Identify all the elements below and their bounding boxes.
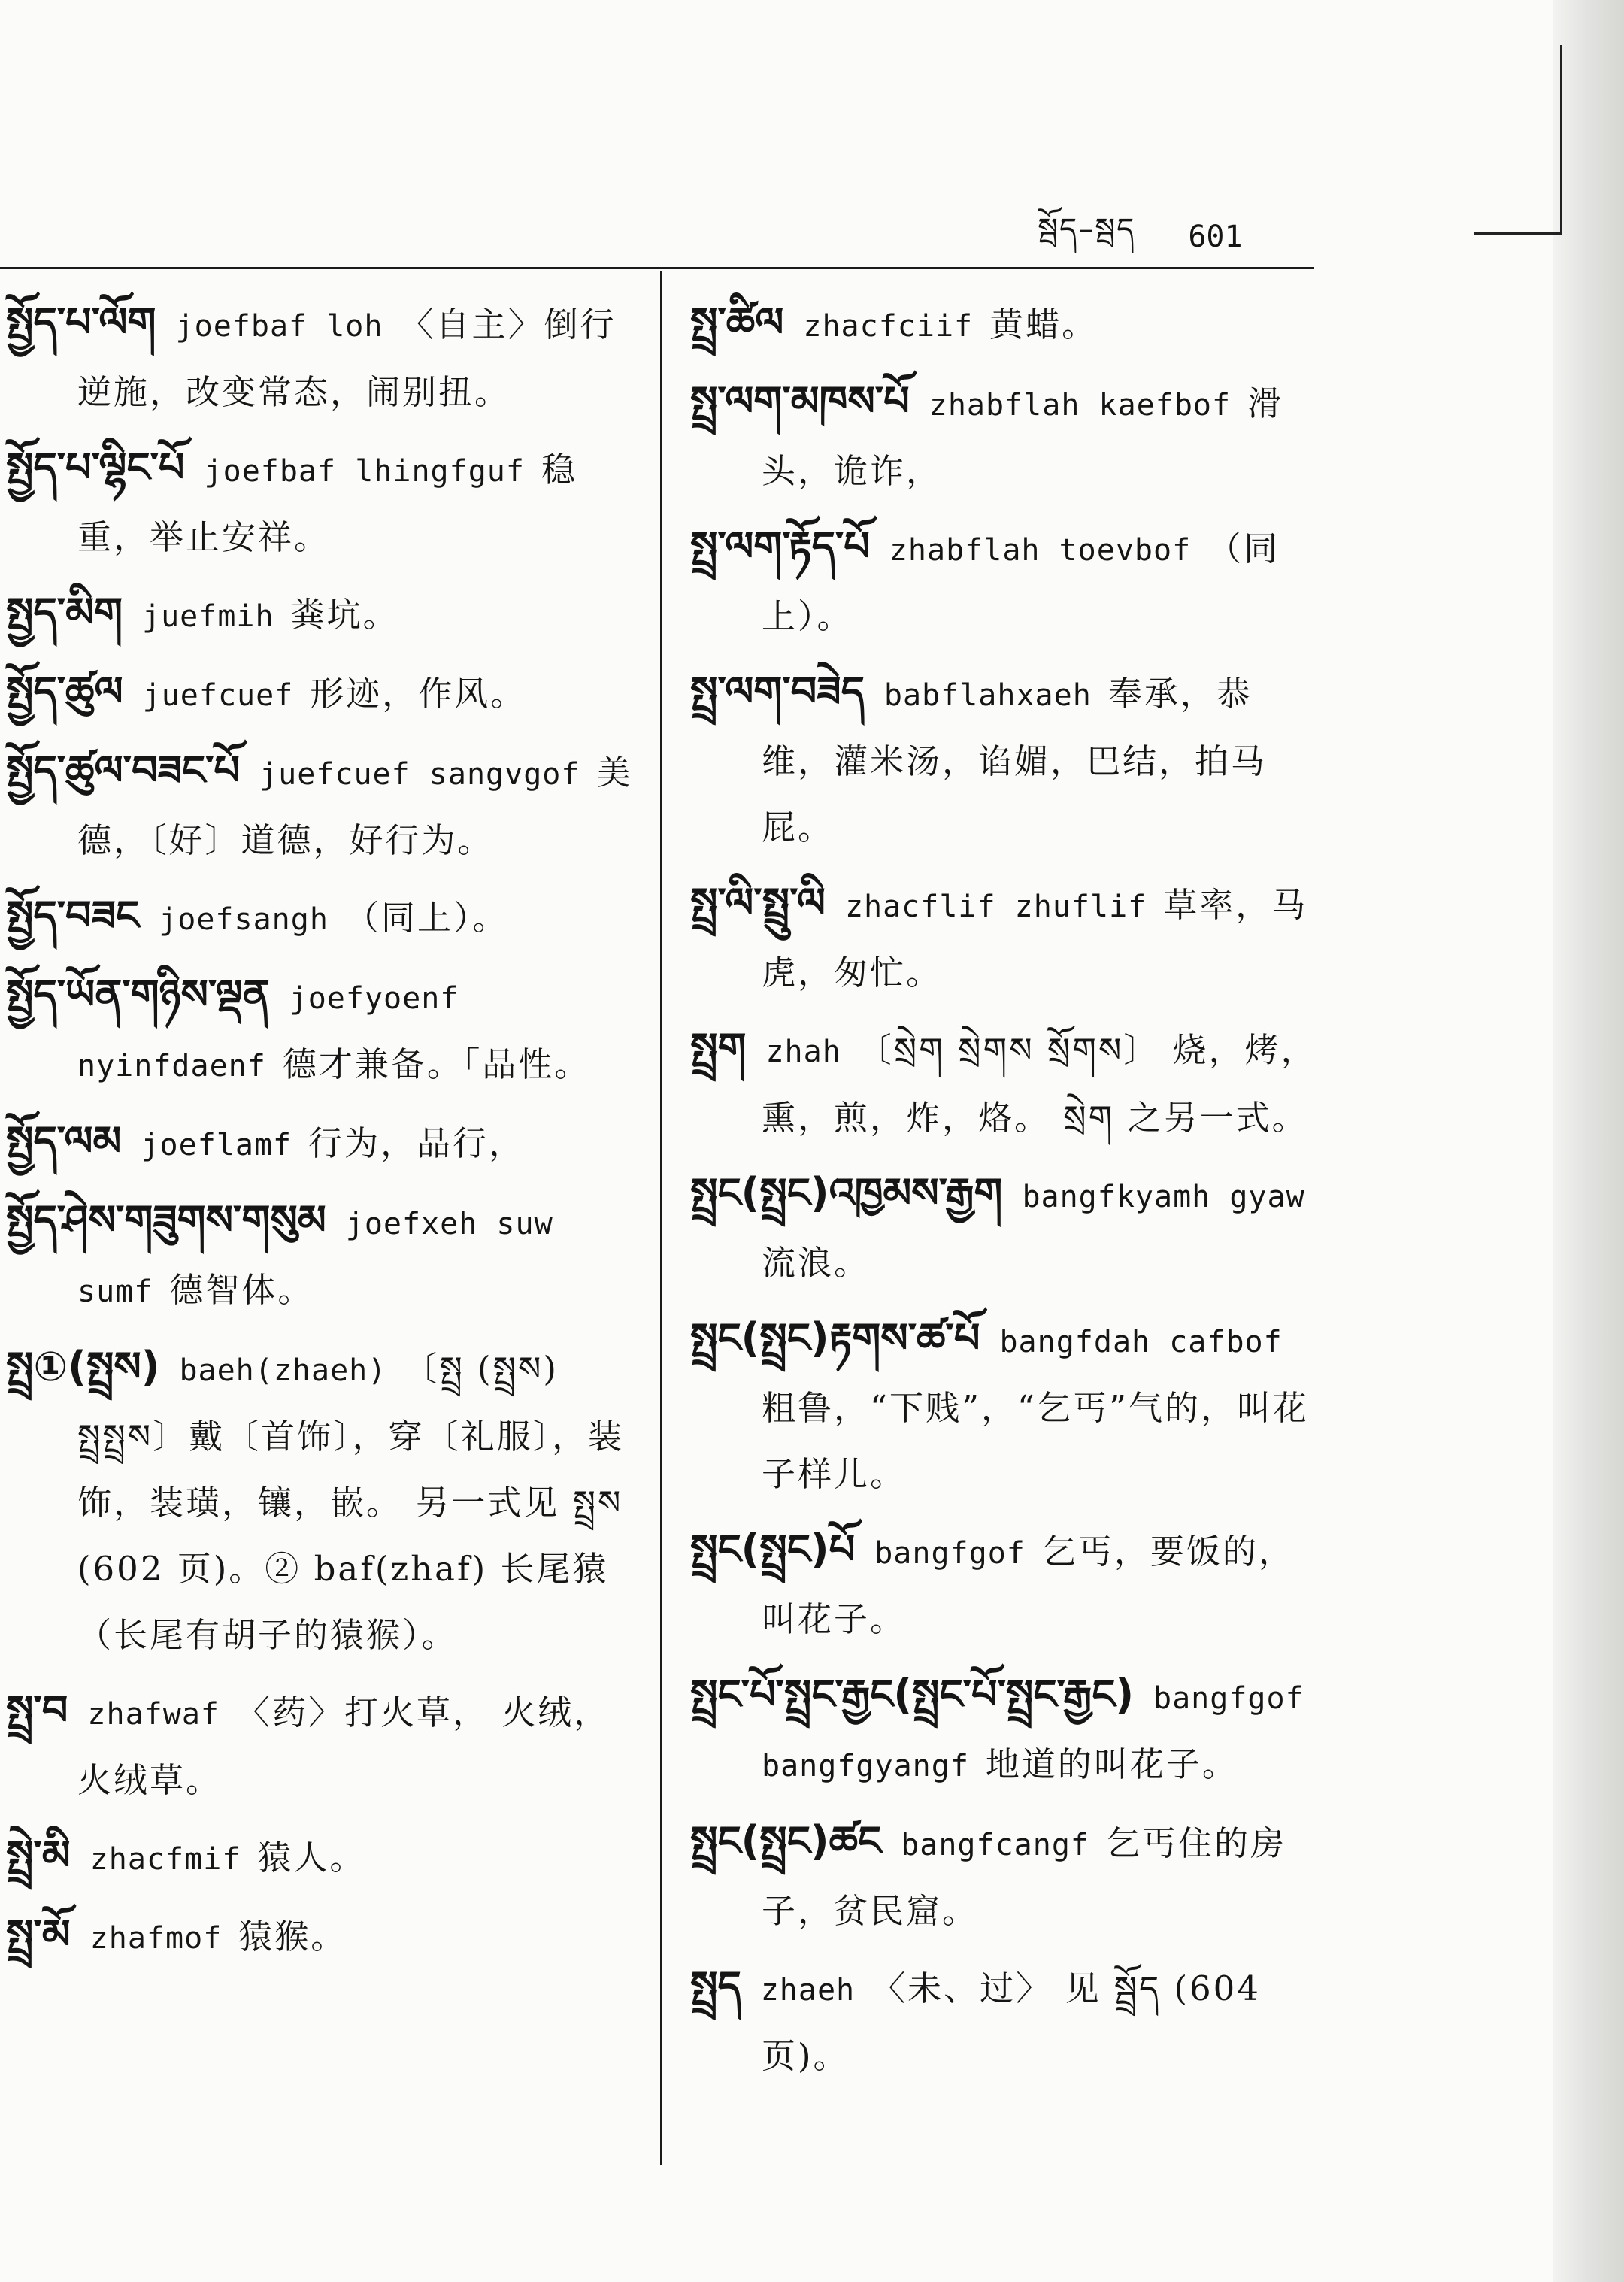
romanization: joefyoenf nyinfdaenf (77, 981, 459, 1083)
definition: 美德，〔好〕道德，好行为。 (77, 753, 633, 860)
headword-tibetan: སྤྱད་མིག (6, 589, 123, 636)
dictionary-entry (690, 1517, 1322, 1653)
headword-tibetan: སྤྲག (690, 1024, 747, 1071)
definition: 奉承，恭维，灌米汤，谄媚，巴结，拍马屁。 (762, 674, 1268, 847)
definition: 德智体。 (169, 1270, 314, 1310)
dictionary-entry (6, 1334, 638, 1668)
left-column (6, 289, 638, 1980)
dictionary-entry (690, 659, 1322, 861)
dictionary-entry (690, 514, 1322, 650)
page-number: 601 (1188, 220, 1243, 254)
headword-tibetan: སྤྲ་ལི་སྤྲུ་ལི (690, 879, 826, 926)
dictionary-entry (690, 368, 1322, 505)
definition: 行为，品行， (308, 1123, 526, 1163)
romanization: zhaeh (760, 1973, 856, 2008)
page-edge-tick (1474, 232, 1562, 235)
dictionary-entry (6, 1823, 638, 1893)
romanization: zhah (765, 1035, 841, 1069)
headword-tibetan: སྤྱོད་པ་ལྷིང་པོ (6, 444, 185, 491)
headword-tibetan: སྤྲ་ལག་བཟེད (690, 668, 865, 715)
definition: 德才兼备。「品性。 (282, 1044, 591, 1084)
headword-tibetan: སྤྱོད་ཤེས་གཟུགས་གསུམ (6, 1196, 326, 1244)
dictionary-entry (690, 1305, 1322, 1508)
definition: 猿人。 (257, 1838, 366, 1877)
headword-tibetan: སྤྲང(སྤྲང)པོ (690, 1526, 856, 1573)
headword-tibetan: སྤྱོད་པ་ལོག (6, 299, 156, 346)
dictionary-entry (6, 1187, 638, 1325)
dictionary-entry (6, 659, 638, 729)
romanization: zhacfciif (803, 309, 974, 344)
romanization: juefmih (141, 599, 274, 634)
romanization: joeflamf (141, 1128, 292, 1162)
dictionary-entry (6, 1677, 638, 1814)
definition: 〈自主〉倒行逆施，改变常态，闹别扭。 (77, 305, 617, 412)
romanization: bangfcangf (901, 1828, 1090, 1862)
running-head-range: སྦོད–སྦད (1038, 211, 1136, 247)
dictionary-entry (6, 580, 638, 650)
romanization: juefcuef sangvgof (259, 757, 580, 792)
headword-tibetan: སྤྲ་མོ (6, 1911, 71, 1958)
romanization: joefbaf loh (175, 309, 383, 344)
headword-tibetan: སྤྲང(སྤྲང)ཚང (690, 1817, 882, 1865)
dictionary-entry (690, 1808, 1322, 1944)
definition: 粗鲁，“下贱”，“乞丐”气的，叫花子样儿。 (762, 1388, 1310, 1494)
romanization: zhafmof (89, 1921, 223, 1956)
headword-tibetan: སྤྱོད་ལམ (6, 1117, 122, 1165)
definition: 滑头，诡诈， (762, 383, 1284, 491)
definition: 〈药〉打火草， 火绒，火绒草。 (77, 1693, 611, 1800)
definition: （同上）。 (344, 898, 509, 938)
definition: 乞丐住的房子，贫民窟。 (762, 1823, 1287, 1931)
romanization: joefxeh suw sumf (77, 1207, 553, 1309)
romanization: bangfgof bangfgyangf (762, 1681, 1304, 1783)
page-edge-shadow (1553, 0, 1624, 2282)
headword-tibetan: སྤྲང(སྤྲང)འཁྱམས་རྒྱག (690, 1169, 1003, 1217)
header-rule (0, 267, 1314, 269)
romanization: baeh(zhaeh) (179, 1353, 387, 1388)
definition: 〈未、过〉 见 སྦྲོད (604页)。 (762, 1968, 1261, 2076)
dictionary-entry (6, 962, 638, 1099)
definition: 黄蜡。 (989, 305, 1098, 344)
headword-tibetan: སྤྱོད་ཚུལ (6, 668, 123, 715)
definition: 地道的叫花子。 (985, 1744, 1238, 1784)
headword-tibetan: སྤྱོད་ཡོན་གཉིས་ལྡན (6, 971, 270, 1018)
dictionary-entry (6, 1902, 638, 1971)
dictionary-entry (6, 1108, 638, 1178)
page-edge-line (1560, 45, 1562, 233)
definition: 〔སྤྲ (སྤྲས) སྤྲསྤྲས〕戴〔首饰〕，穿〔礼服〕，装饰，装璜，镶，嵌。 另一式见 སྤྲས (602 页)。② baf(zhaf) 长尾猿（长尾有胡子的猿猴）。 (77, 1349, 625, 1655)
romanization: bangfgof (874, 1536, 1026, 1571)
dictionary-entry (690, 289, 1322, 359)
definition: 粪坑。 (290, 595, 399, 635)
dictionary-entry (6, 289, 638, 426)
definition: 猿猴。 (238, 1917, 347, 1956)
headword-tibetan: སྤྲ་ལག་རྟོད་པོ (690, 523, 870, 570)
romanization: zhabflah toevbof (889, 533, 1192, 568)
dictionary-entry (6, 435, 638, 571)
right-column (690, 289, 1322, 2099)
romanization: zhacfmif (89, 1842, 241, 1877)
romanization: zhacflif zhuflif (844, 889, 1147, 924)
column-divider (660, 271, 662, 2165)
headword-tibetan: སྤྲ་བ (6, 1686, 68, 1734)
definition: 形迹，作风。 (310, 674, 527, 714)
romanization: bangfdah cafbof (999, 1325, 1283, 1359)
romanization: joefbaf lhingfguf (204, 454, 525, 489)
definition: 草率，马虎，匆忙。 (762, 885, 1308, 993)
headword-tibetan: སྤྲང(སྤྲང)རྟགས་ཚ་པོ (690, 1314, 980, 1362)
romanization: babflahxaeh (883, 678, 1092, 713)
headword-tibetan: སྤྱོད་ཚུལ་བཟང་པོ (6, 747, 241, 794)
headword-tibetan: སྤྲང་པོ་སྤྲང་རྒྱང(སྤྲང་པོ་སྤྲང་རྒྱང) (690, 1671, 1135, 1718)
dictionary-entry (6, 883, 638, 953)
dictionary-entry (690, 870, 1322, 1006)
headword-tibetan: སྤྱོད་བཟང (6, 892, 140, 939)
definition: 乞丐，要饭的，叫花子。 (762, 1532, 1295, 1639)
definition: 〔སྲེག སྲེགས སྲོགས〕 烧，烤，熏，煎，炸，烙。 སྲེག 之另一式。 (762, 1030, 1317, 1138)
romanization: zhabflah kaefbof (929, 388, 1232, 423)
definition: （同上）。 (762, 529, 1280, 636)
dictionary-entry (690, 1160, 1322, 1296)
dictionary-entry (6, 738, 638, 874)
romanization: joefsangh (159, 902, 329, 937)
dictionary-entry (690, 1015, 1322, 1151)
headword-tibetan: སྤྲ་ལག་མཁས་པོ (690, 377, 910, 425)
definition: 流浪。 (762, 1243, 871, 1283)
headword-tibetan: སྤྲ་ཚིལ (690, 299, 784, 346)
romanization: zhafwaf (87, 1697, 220, 1732)
headword-tibetan: སྤྲེ་མི (6, 1832, 71, 1879)
running-head (1038, 211, 1293, 263)
romanization: bangfkyamh gyaw (1022, 1180, 1305, 1214)
romanization: juefcuef (142, 678, 294, 713)
headword-tibetan: སྤྲ①(སྤྲས) (6, 1343, 160, 1390)
dictionary-entry (690, 1953, 1322, 2090)
definition: 稳重，举止安祥。 (77, 450, 577, 557)
dictionary-entry (690, 1662, 1322, 1799)
headword-tibetan: སྤྲད (690, 1962, 741, 2010)
